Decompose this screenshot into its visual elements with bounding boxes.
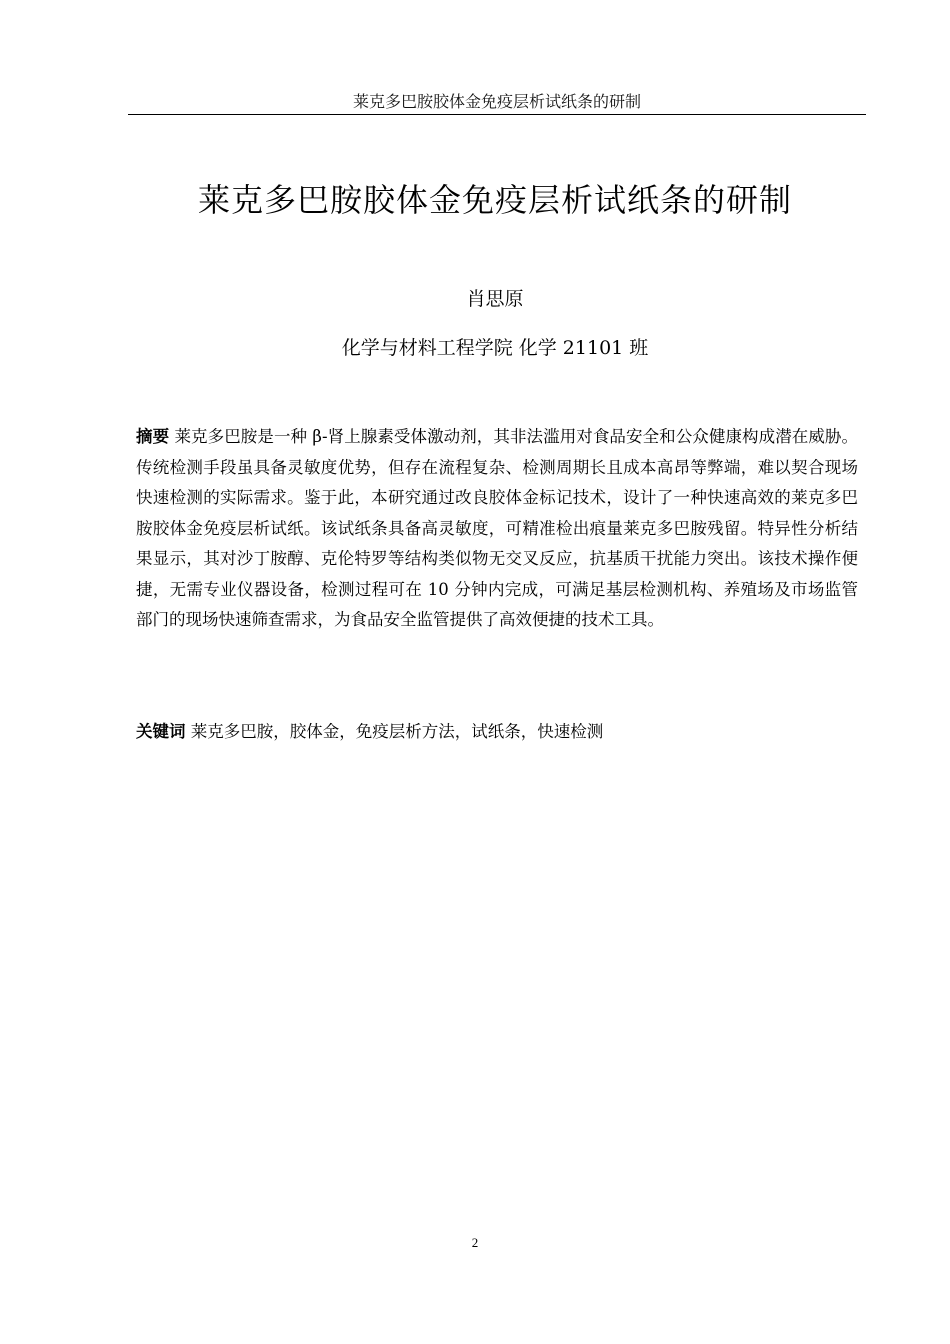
abstract-label: 摘要 [136, 427, 170, 446]
abstract-paragraph [136, 422, 858, 636]
paper-title: 莱克多巴胺胶体金免疫层析试纸条的研制 [197, 181, 792, 219]
keywords-text: 莱克多巴胺，胶体金，免疫层析方法，试纸条，快速检测 [190, 722, 604, 741]
abstract-text: 莱克多巴胺是一种 β-肾上腺素受体激动剂，其非法滥用对食品安全和公众健康构成潜在威胁。传统检测手段虽具备灵敏度优势，但存在流程复杂、检测周期长且成本高昂等弊端，难以契合现场快速检测的实际需求。鉴于此，本研究通过改良胶体金标记技术，设计了一种快速高效的莱克多巴胺胶体金免疫层析试纸。该试纸条具备高灵敏度，可精准检出痕量莱克多巴胺残留。特异性分析结果显示，其对沙丁胺醇、克伦特罗等结构类似物无交叉反应，抗基质干扰能力突出。该技术操作便捷，无需专业仪器设备，检测过程可在 10 分钟内完成，可满足基层检测机构、养殖场及市场监管部门的现场快速筛查需求，为食品安全监管提供了高效便捷的技术工具。 [136, 427, 859, 629]
author-affiliation: 化学与材料工程学院 化学 21101 班 [341, 337, 649, 359]
keywords-paragraph [136, 717, 858, 747]
page-number: 2 [471, 1235, 479, 1250]
running-header: 莱克多巴胺胶体金免疫层析试纸条的研制 [352, 92, 641, 111]
header-divider [128, 114, 866, 115]
keywords-label: 关键词 [136, 722, 186, 741]
author-name: 肖思原 [466, 288, 524, 310]
